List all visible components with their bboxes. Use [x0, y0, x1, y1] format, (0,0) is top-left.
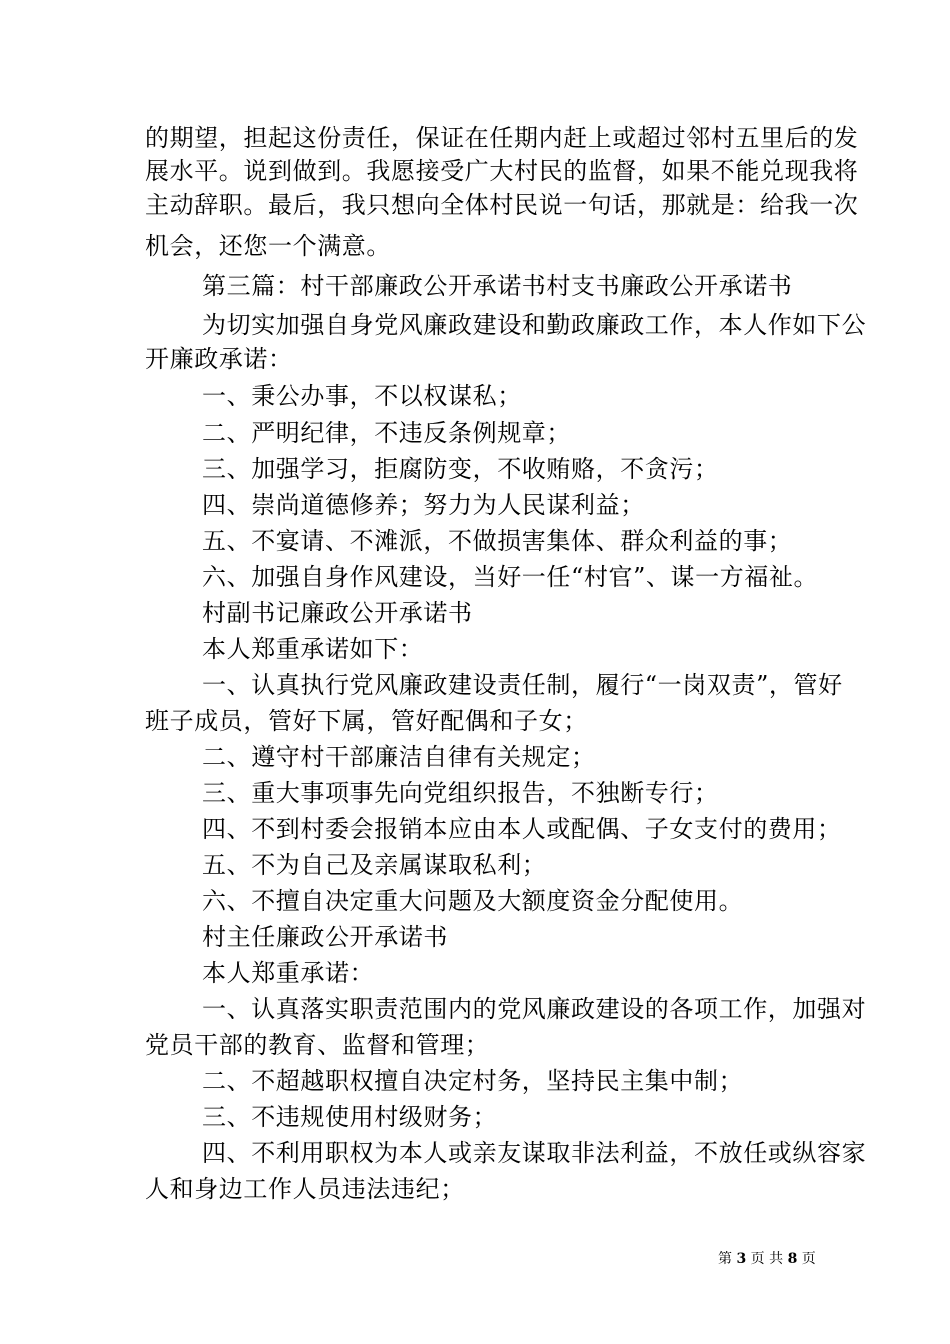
list-item: 二、遵守村干部廉洁自律有关规定；: [202, 743, 596, 771]
text-line: 人和身边工作人员违法违纪；: [145, 1175, 465, 1203]
current-page-number: 3: [736, 1251, 747, 1267]
text-line: 的期望，担起这份责任，保证在任期内赶上或超过邻村五里后的发: [145, 124, 859, 152]
list-item: 四、不到村委会报销本应由本人或配偶、子女支付的费用；: [202, 815, 842, 843]
section-heading: 第三篇：村干部廉政公开承诺书村支书廉政公开承诺书: [202, 272, 793, 300]
text-line: 机会，还您一个满意。: [145, 232, 391, 260]
list-item: 三、重大事项事先向党组织报告，不独断专行；: [202, 779, 719, 807]
footer-suffix: 页: [801, 1251, 816, 1267]
text-line: 本人郑重承诺如下：: [202, 635, 424, 663]
text-line: 开廉政承诺：: [145, 345, 293, 373]
total-pages-number: 8: [787, 1251, 798, 1267]
text-line: 主动辞职。最后，我只想向全体村民说一句话，那就是：给我一次: [145, 191, 859, 219]
list-item: 四、不利用职权为本人或亲友谋取非法利益，不放任或纵容家: [202, 1139, 867, 1167]
list-item: 五、不为自己及亲属谋取私利；: [202, 851, 547, 879]
list-item: 三、不违规使用村级财务；: [202, 1103, 498, 1131]
page-number-footer: [718, 1250, 816, 1268]
text-line: 党员干部的教育、监督和管理；: [145, 1031, 490, 1059]
text-line: 本人郑重承诺：: [202, 959, 375, 987]
list-item: 二、不超越职权擅自决定村务，坚持民主集中制；: [202, 1067, 744, 1095]
list-item: 五、不宴请、不滩派，不做损害集体、群众利益的事；: [202, 527, 793, 555]
list-item: 二、严明纪律，不违反条例规章；: [202, 419, 571, 447]
list-item: 六、加强自身作风建设，当好一任“村官”、谋一方福祉。: [202, 563, 819, 591]
list-item: 一、认真落实职责范围内的党风廉政建设的各项工作，加强对: [202, 995, 867, 1023]
footer-middle: 页 共: [750, 1251, 784, 1267]
list-item: 一、秉公办事，不以权谋私；: [202, 382, 522, 410]
text-line: 展水平。说到做到。我愿接受广大村民的监督，如果不能兑现我将: [145, 157, 859, 185]
list-item: 三、加强学习，拒腐防变，不收贿赂，不贪污；: [202, 455, 719, 483]
footer-prefix: 第: [718, 1251, 732, 1267]
text-line: 为切实加强自身党风廉政建设和勤政廉政工作，本人作如下公: [202, 311, 867, 339]
list-item: 一、认真执行党风廉政建设责任制，履行“一岗双责”，管好: [202, 671, 843, 699]
text-line: 班子成员，管好下属，管好配偶和子女；: [145, 707, 588, 735]
section-heading: 村主任廉政公开承诺书: [202, 923, 448, 951]
list-item: 六、不擅自决定重大问题及大额度资金分配使用。: [202, 887, 744, 915]
section-heading: 村副书记廉政公开承诺书: [202, 599, 473, 627]
list-item: 四、崇尚道德修养；努力为人民谋利益；: [202, 491, 645, 519]
